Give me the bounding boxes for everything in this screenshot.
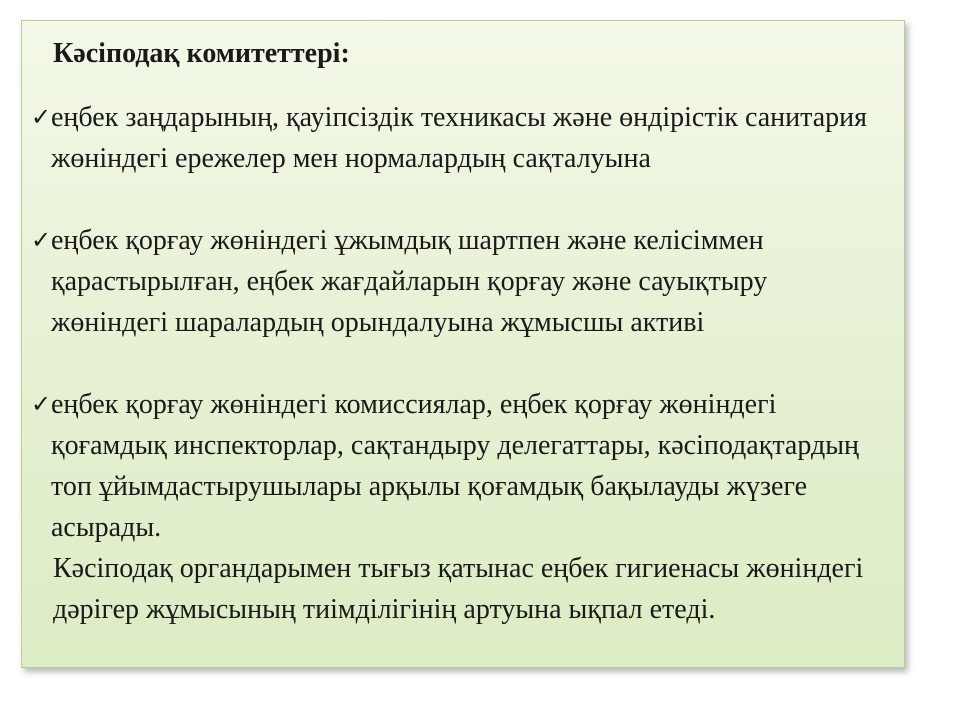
checkmark-icon: ✓ <box>31 226 52 254</box>
bullet-text: еңбек қорғау жөніндегі комиссиялар, еңбек қорғау жөніндегі қоғамдық инспекторлар, сақтандыру делегаттары, кәсіподақтардың топ ұйымдастырушылары арқылы қоғамдық бақылауды жүзеге асырады. <box>51 389 860 543</box>
bullet-item-3 <box>31 384 891 548</box>
checkmark-icon: ✓ <box>31 390 52 418</box>
closing-paragraph: Кәсіподақ органдарымен тығыз қатынас еңбек гигиенасы жөніндегі дәрігер жұмысының тиімділігінің артуына ықпал етеді. <box>53 553 864 625</box>
checkmark-icon: ✓ <box>31 103 52 131</box>
bullet-item-1 <box>31 97 891 179</box>
content-panel <box>21 20 905 668</box>
bullet-text: еңбек қорғау жөніндегі ұжымдық шартпен және келісіммен қарастырылған, еңбек жағдайларын қорғау және сауықтыру жөніндегі шаралардың орындалуына жұмысшы активі <box>51 225 768 338</box>
bullet-text: еңбек заңдарының, қауіпсіздік техникасы және өндірістік санитария жөніндегі ережелер мен нормалардың сақталуына <box>51 102 867 174</box>
bullet-item-2 <box>31 220 891 343</box>
slide-title: Кәсіподақ комитеттері: <box>53 38 350 69</box>
